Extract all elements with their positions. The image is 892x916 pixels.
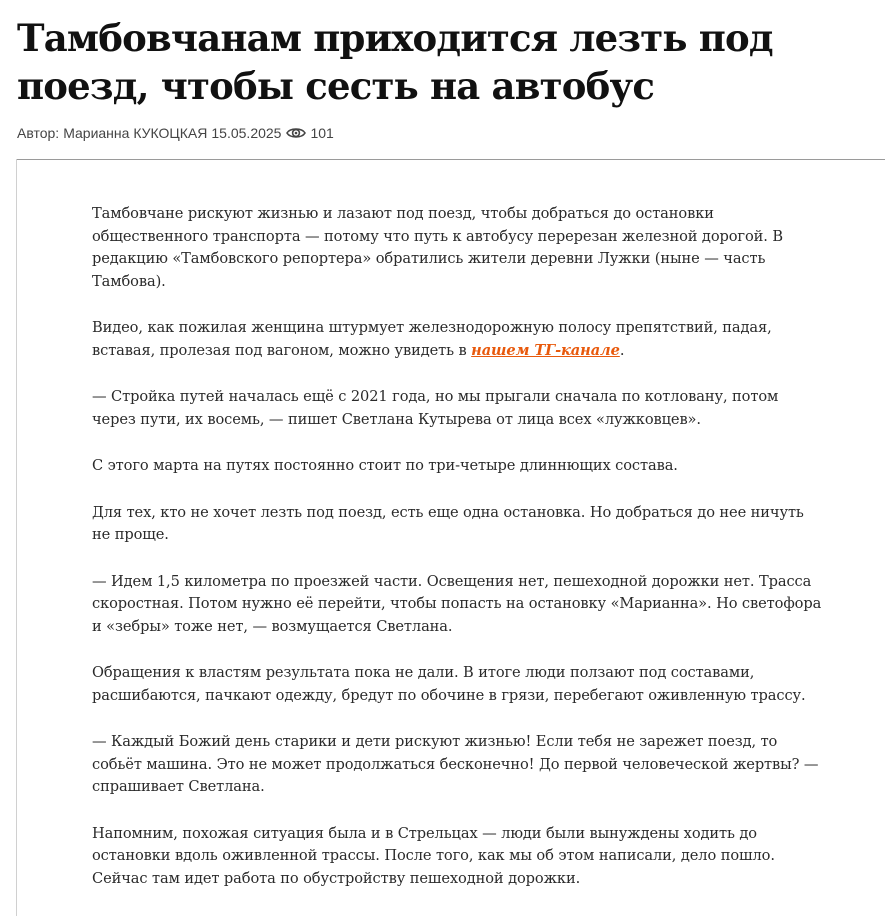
paragraph-text: Видео, как пожилая женщина штурмует железнодорожную полосу препятствий, падая, вставая, пролезая под вагоном, можно увидеть в <box>92 319 772 359</box>
publish-date: 15.05.2025 <box>211 125 282 141</box>
content-left-border <box>16 159 17 916</box>
paragraph: Обращения к властям результата пока не дали. В итоге люди ползают под составами, расшибаются, пачкают одежду, бредут по обочине в грязи, перебегают оживленную трассу. <box>92 664 806 704</box>
paragraph: С этого марта на путях постоянно стоит по три-четыре длиннющих состава. <box>92 457 678 474</box>
paragraph-with-link <box>92 317 822 362</box>
author-name[interactable]: Марианна КУКОЦКАЯ <box>63 125 208 141</box>
byline <box>17 124 334 142</box>
paragraph: Напомним, похожая ситуация была и в Стрельцах — люди были вынуждены ходить до остановки вдоль оживленной трассы. После того, как мы об этом написали, дело пошло. Сейчас там идет работа по обустройству пешеходной дорожки. <box>92 824 775 887</box>
paragraph-text-end: . <box>619 341 625 359</box>
paragraph: Тамбовчане рискуют жизнью и лазают под поезд, чтобы добраться до остановки общественного транспорта — потому что путь к автобусу перерезан железной дорогой. В редакцию «Тамбовского репортера» обратились жители деревни Лужки (ныне — часть Тамбова). <box>92 205 783 290</box>
header-divider <box>17 159 885 160</box>
eye-icon <box>286 126 306 140</box>
paragraph: — Каждый Божий день старики и дети рискуют жизнью! Если тебя не зарежет поезд, то собьёт машина. Это не может продолжаться бесконечно! До первой человеческой жертвы? — спрашивает Светлана. <box>92 733 819 795</box>
paragraph: — Стройка путей началась ещё с 2021 года, но мы прыгали сначала по котловану, потом через пути, их восемь, — пишет Светлана Кутырева от лица всех «лужковцев». <box>92 388 779 428</box>
paragraph: Для тех, кто не хочет лезть под поезд, есть еще одна остановка. Но добраться до нее ничуть не проще. <box>92 503 804 543</box>
telegram-channel-link[interactable]: нашем ТГ-канале <box>471 341 620 359</box>
article-title: Тамбовчанам приходится лезть под поезд, чтобы сесть на автобус <box>17 16 773 108</box>
article-body <box>92 203 822 914</box>
view-count: 101 <box>310 125 334 141</box>
paragraph: — Идем 1,5 километра по проезжей части. Освещения нет, пешеходной дорожки нет. Трасса скоростная. Потом нужно её перейти, чтобы попасть на остановку «Марианна». Но светофора и «зебры» тоже нет, — возмущается Светлана. <box>92 572 822 635</box>
author-label: Автор: <box>17 125 60 141</box>
